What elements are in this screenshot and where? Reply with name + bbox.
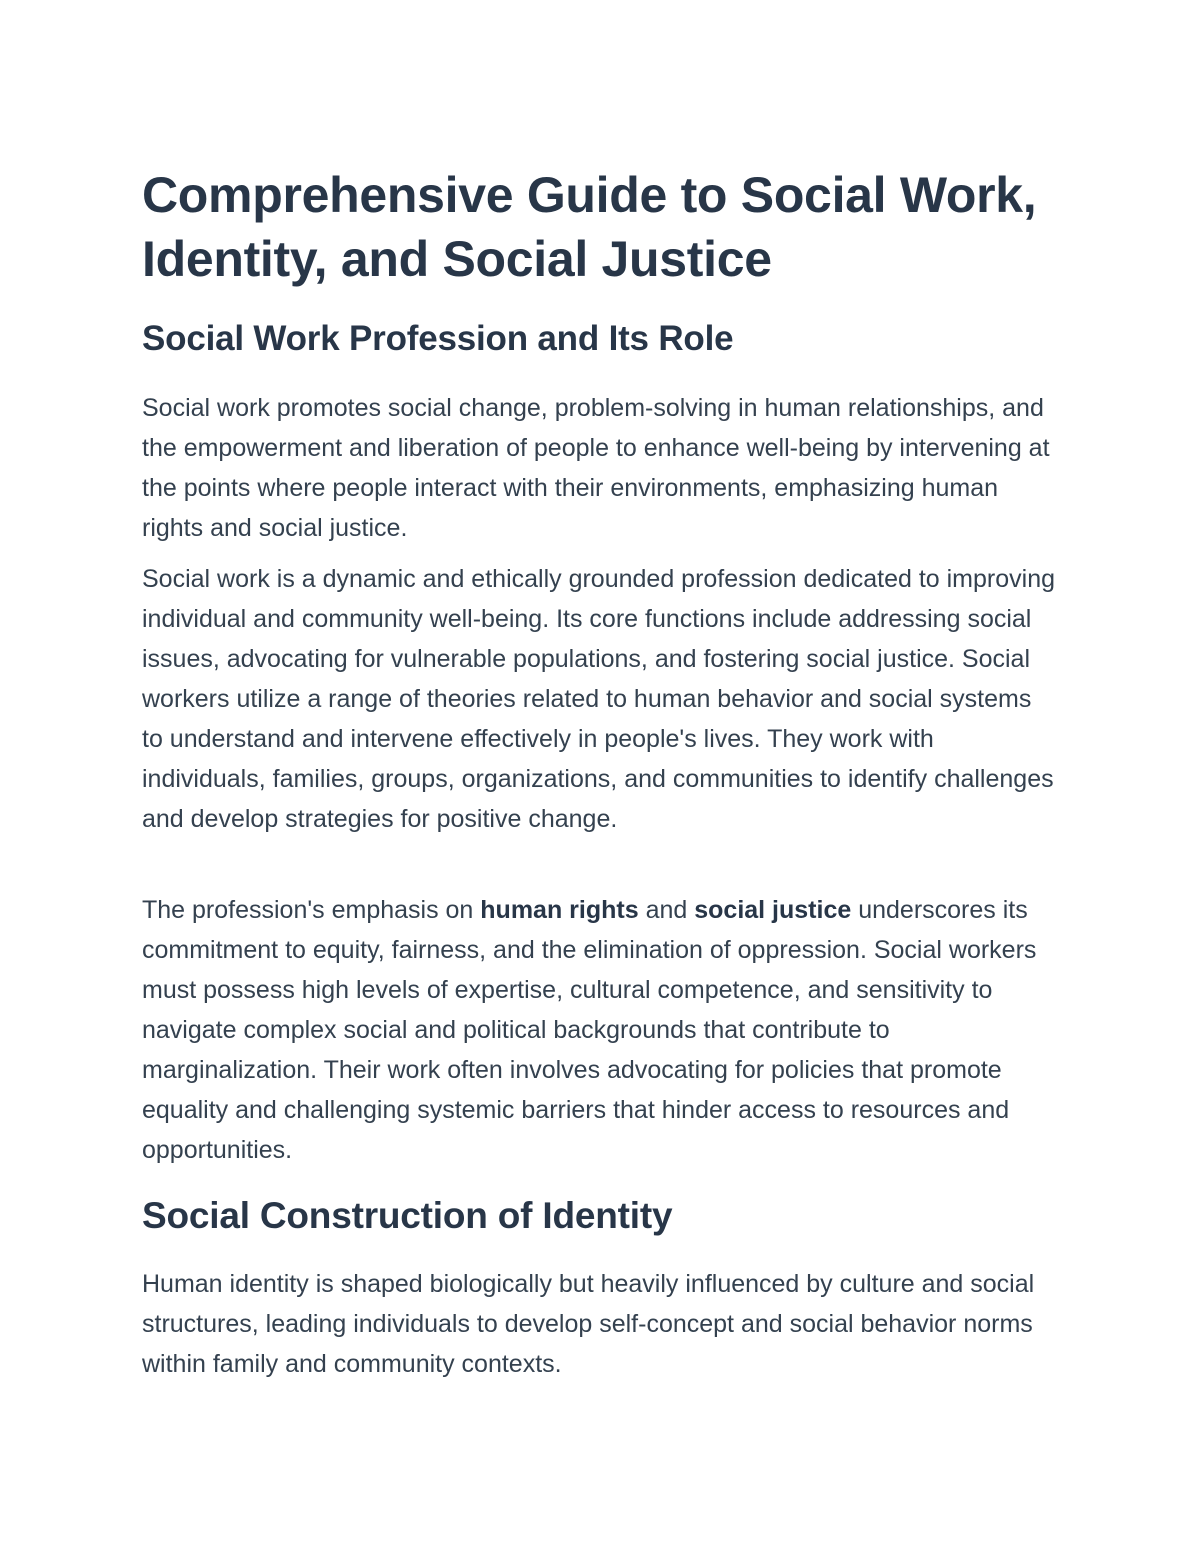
paragraph-social-work-dynamic-profession: Social work is a dynamic and ethically grounded profession dedicated to improving individual and community well-being. Its core functions include addressing social issues, advocating for vulnerable populations, and fostering social justice. Social workers utilize a range of theories related to human behavior and social systems to understand and intervene effectively in people's lives. They work with individuals, families, groups, organizations, and communities to identify challenges and develop strategies for positive change. xyxy=(142,565,1056,833)
bold-term-human-rights: human rights xyxy=(480,896,639,924)
paragraph-human-identity: Human identity is shaped biologically but heavily influenced by culture and social structures, leading individuals to develop self-concept and social behavior norms within family and community contexts. xyxy=(142,1270,1035,1378)
document-title: Comprehensive Guide to Social Work, Identity, and Social Justice xyxy=(142,167,1037,287)
paragraph-text: The profession's emphasis on xyxy=(142,896,481,924)
section-heading-social-construction-identity: Social Construction of Identity xyxy=(142,1195,673,1236)
bold-term-social-justice: social justice xyxy=(694,896,852,924)
section-heading-social-work-profession: Social Work Profession and Its Role xyxy=(142,319,734,358)
paragraph-social-work-definition: Social work promotes social change, problem-solving in human relationships, and the empowerment and liberation of people to enhance well-being by intervening at the points where people interact with their environments, emphasizing human rights and social justice. xyxy=(142,394,1050,542)
paragraph-text: and xyxy=(638,896,695,924)
paragraph-text: underscores its commitment to equity, fairness, and the elimination of oppression. Social workers must possess high levels of expertise, cultural competence, and sensitivity to navigate complex social and political backgrounds that contribute to marginalization. Their work often involves advocating for policies that promote equality and challenging systemic barriers that hinder access to resources and opportunities. xyxy=(142,896,1037,1164)
paragraph-human-rights-emphasis xyxy=(142,890,1057,1170)
